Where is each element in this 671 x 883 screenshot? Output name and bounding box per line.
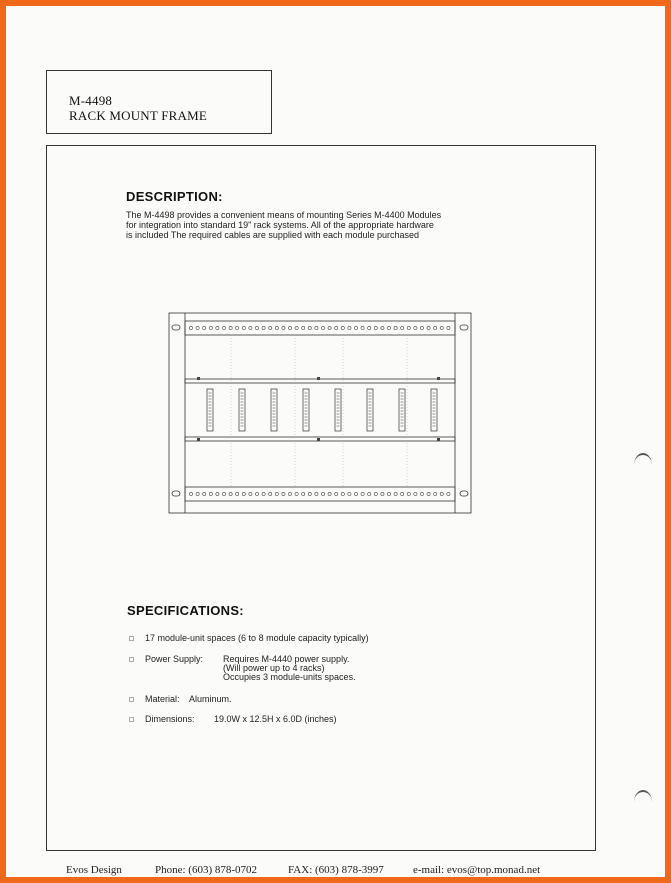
description-line: for integration into standard 19" rack systems. All of the appropriate hardware <box>126 220 434 230</box>
rail-hole <box>341 492 344 495</box>
description-line: The M-4498 provides a convenient means of mounting Series M-4400 Modules <box>126 210 442 220</box>
rail-hole <box>229 492 232 495</box>
rail-hole <box>236 326 239 329</box>
rail-hole <box>236 492 239 495</box>
rail-hole <box>216 492 219 495</box>
rail-hole <box>302 326 305 329</box>
module-connector <box>239 389 245 431</box>
description-text <box>126 210 546 240</box>
rail-hole <box>374 492 377 495</box>
rail-hole <box>282 492 285 495</box>
rail-hole <box>196 492 199 495</box>
rail-hole <box>262 326 265 329</box>
rail-hole <box>189 492 192 495</box>
dimensions-value: 19.0W x 12.5H x 6.0D (inches) <box>214 714 337 724</box>
footer-email: e-mail: evos@top.monad.net <box>413 864 541 876</box>
rail-hole <box>308 492 311 495</box>
rail-hole <box>440 492 443 495</box>
rail-hole <box>427 492 430 495</box>
module-connector <box>367 389 373 431</box>
rail-hole <box>401 492 404 495</box>
power-line: Occupies 3 module-units spaces. <box>223 672 356 682</box>
rail-hole <box>335 326 338 329</box>
material-label: Material: <box>145 694 180 704</box>
footer-fax: FAX: (603) 878-3997 <box>288 864 384 876</box>
rail-hole <box>269 492 272 495</box>
rail-hole <box>315 492 318 495</box>
checkbox-bullet-icon <box>129 657 134 662</box>
rail-hole <box>282 326 285 329</box>
rack-frame-diagram <box>167 311 473 519</box>
checkbox-bullet-icon <box>129 697 134 702</box>
rail-hole <box>368 492 371 495</box>
rail-hole <box>321 492 324 495</box>
rail-hole <box>288 326 291 329</box>
product-name: RACK MOUNT FRAME <box>69 108 208 123</box>
power-line: (Will power up to 4 racks) <box>223 663 325 673</box>
document-page <box>6 6 665 877</box>
module-connector <box>303 389 309 431</box>
rail-hole <box>321 326 324 329</box>
rail-hole <box>269 326 272 329</box>
rail-hole <box>354 326 357 329</box>
rail-hole <box>341 326 344 329</box>
rail-hole <box>249 492 252 495</box>
model-number: M-4498 <box>69 93 113 108</box>
rail-hole <box>242 326 245 329</box>
rack-outer-frame <box>169 313 471 513</box>
rail-hole <box>308 326 311 329</box>
rail-hole <box>394 326 397 329</box>
rail-hole <box>414 326 417 329</box>
rail-hole <box>209 492 212 495</box>
rail-hole <box>348 492 351 495</box>
rail-hole <box>222 492 225 495</box>
description-line: is included The required cables are supplied with each module purchased <box>126 230 420 240</box>
rail-hole <box>295 326 298 329</box>
rail-hole <box>328 492 331 495</box>
rail-hole <box>387 326 390 329</box>
rail-hole <box>249 326 252 329</box>
module-connector <box>335 389 341 431</box>
rail-hole <box>434 326 437 329</box>
dimensions-label: Dimensions: <box>145 714 195 724</box>
rail-hole <box>387 492 390 495</box>
power-label: Power Supply: <box>145 654 204 664</box>
rail-hole <box>374 326 377 329</box>
module-connector <box>207 389 213 431</box>
checkbox-bullet-icon <box>129 636 134 641</box>
rail-hole <box>242 492 245 495</box>
rail-hole <box>394 492 397 495</box>
power-line: Requires M-4440 power supply. <box>223 654 350 664</box>
specifications-heading: SPECIFICATIONS: <box>127 603 244 618</box>
rail-hole <box>414 492 417 495</box>
mount-slot <box>460 491 468 496</box>
rail-hole <box>354 492 357 495</box>
module-connector <box>431 389 437 431</box>
rail-hole <box>255 492 258 495</box>
title-box <box>46 70 272 134</box>
module-connector <box>399 389 405 431</box>
rail-hole <box>440 326 443 329</box>
footer-company: Evos Design <box>66 864 122 876</box>
rail-hole <box>420 326 423 329</box>
rail-hole <box>434 492 437 495</box>
rail-hole <box>222 326 225 329</box>
rail-hole <box>302 492 305 495</box>
rail-hole <box>229 326 232 329</box>
rail-hole <box>368 326 371 329</box>
rail-hole <box>447 492 450 495</box>
rail-hole <box>196 326 199 329</box>
rail-hole <box>275 492 278 495</box>
rail-hole <box>275 326 278 329</box>
rail-hole <box>295 492 298 495</box>
rail-hole <box>262 492 265 495</box>
rail-hole <box>401 326 404 329</box>
rail-hole <box>447 326 450 329</box>
rail-hole <box>189 326 192 329</box>
module-connector <box>271 389 277 431</box>
main-content-box <box>46 145 596 851</box>
rail-hole <box>203 492 206 495</box>
rail-hole <box>209 326 212 329</box>
rail-hole <box>328 326 331 329</box>
material-value: Aluminum. <box>189 694 232 704</box>
rail-hole <box>255 326 258 329</box>
footer-phone: Phone: (603) 878-0702 <box>155 864 258 876</box>
mount-slot <box>460 325 468 330</box>
rail-hole <box>216 326 219 329</box>
checkbox-bullet-icon <box>129 717 134 722</box>
rail-hole <box>335 492 338 495</box>
rail-hole <box>407 326 410 329</box>
rail-hole <box>315 326 318 329</box>
rail-hole <box>361 492 364 495</box>
mount-slot <box>172 491 180 496</box>
description-heading: DESCRIPTION: <box>126 189 223 204</box>
rail-hole <box>381 326 384 329</box>
rail-hole <box>420 492 423 495</box>
rail-hole <box>203 326 206 329</box>
rail-hole <box>381 492 384 495</box>
capacity-text: 17 module-unit spaces (6 to 8 module capacity typically) <box>145 633 369 643</box>
punch-hole-mark <box>634 453 652 465</box>
rail-hole <box>407 492 410 495</box>
rail-hole <box>427 326 430 329</box>
rail-hole <box>288 492 291 495</box>
rail-hole <box>348 326 351 329</box>
mount-slot <box>172 325 180 330</box>
punch-hole-mark <box>634 790 652 802</box>
rail-hole <box>361 326 364 329</box>
